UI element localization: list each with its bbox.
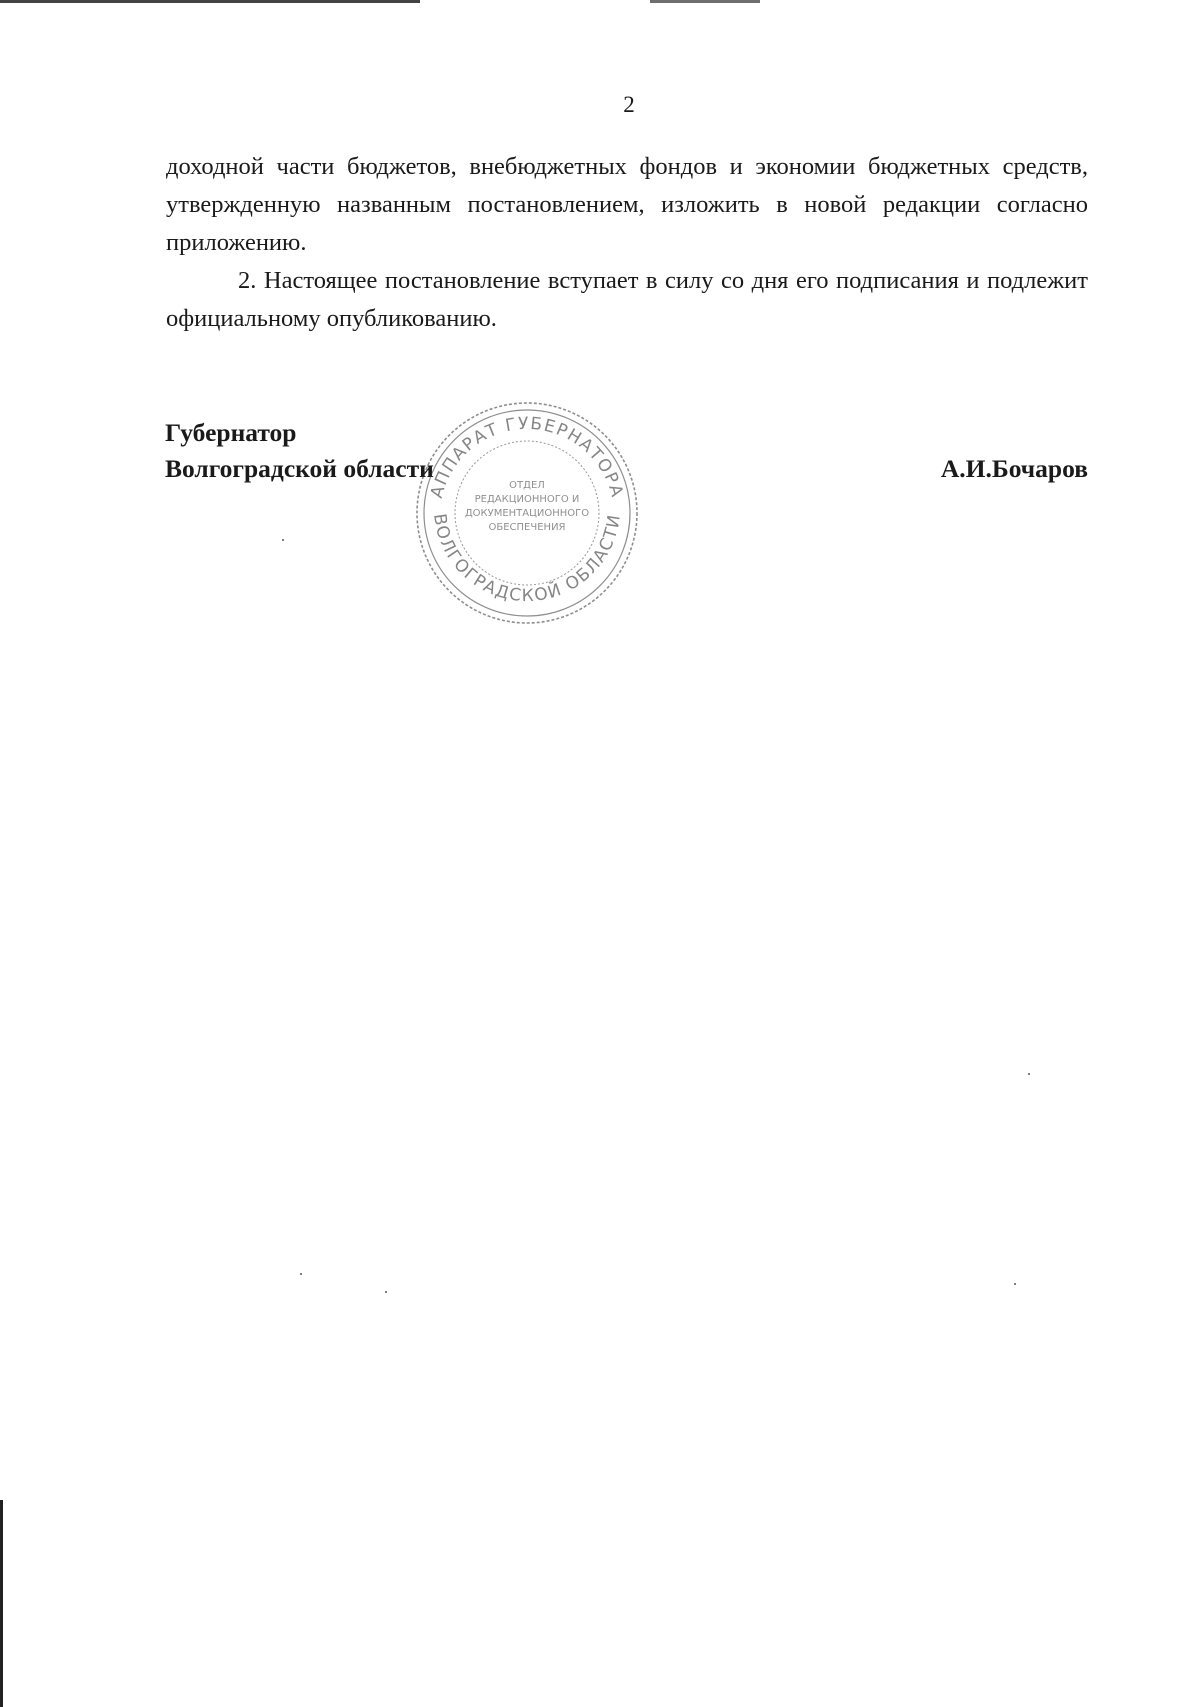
seal-center-line1: ОТДЕЛ <box>509 480 545 491</box>
signatory-name: А.И.Бочаров <box>940 454 1088 483</box>
page-number: 2 <box>623 92 635 117</box>
paragraph-continuation: доходной части бюджетов, внебюджетных фондов и экономии бюджетных средств, утвержденную названным постановлением, изложить в новой редакции согласно приложению. <box>166 153 1088 256</box>
scan-edge-top <box>0 0 1200 3</box>
scan-speck <box>385 1291 387 1293</box>
scan-speck <box>1028 1073 1030 1075</box>
signatory-position-line1: Губернатор <box>165 418 297 447</box>
scan-edge-left <box>0 1500 3 1707</box>
scan-speck <box>300 1273 302 1275</box>
seal-top-text: АППАРАТ ГУБЕРНАТОРА <box>426 413 628 501</box>
seal-center-line3: ДОКУМЕНТАЦИОННОГО <box>464 508 590 519</box>
paragraph-2: 2. Настоящее постановление вступает в силу со дня его подписания и подлежит официальному опубликованию. <box>166 267 1088 332</box>
seal-center-line4: ОБЕСПЕЧЕНИЯ <box>488 522 566 533</box>
signatory-position-line2: Волгоградской области <box>165 454 434 483</box>
seal-center-line2: РЕДАКЦИОННОГО И <box>474 494 580 505</box>
seal-bottom-text: ВОЛГОГРАДСКОЙ ОБЛАСТИ <box>429 512 625 607</box>
signatory-position <box>165 415 434 487</box>
scan-speck <box>1014 1283 1016 1285</box>
document-body <box>166 148 1088 338</box>
scan-speck <box>282 539 284 541</box>
official-seal <box>412 398 642 628</box>
